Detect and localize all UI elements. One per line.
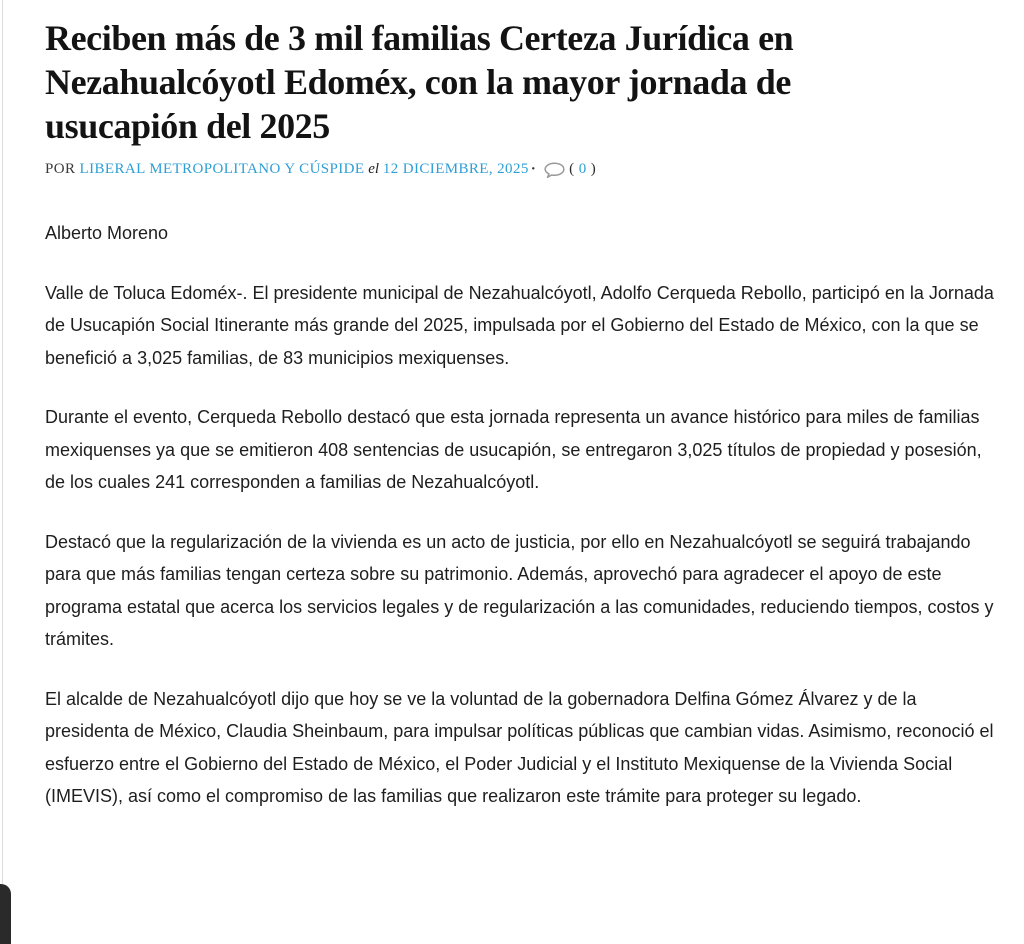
byline-separator: · — [530, 161, 537, 177]
article-paragraph: Alberto Moreno — [45, 223, 169, 243]
comments-paren-close: ) — [586, 161, 597, 177]
article-paragraph: Durante el evento, Cerqueda Rebollo destacó que esta jornada representa un avance histórico para miles de familias mexiquenses ya que se emitieron 408 sentencias de usucapión, se entregaron 3,025 títulos de propiedad y posesión, de los cuales 241 corresponden a familias de Nezahualcóyotl. — [45, 407, 982, 492]
byline — [45, 160, 995, 179]
byline-prefix: POR — [45, 161, 80, 177]
article-title: Reciben más de 3 mil familias Certeza Jurídica en Nezahualcóyotl Edoméx, con la mayor jornada de usucapión del 2025 — [45, 18, 794, 146]
article-paragraph: Destacó que la regularización de la vivienda es un acto de justicia, por ello en Nezahualcóyotl se seguirá trabajando para que más familias tengan certeza sobre su patrimonio. Además, aprovechó para agradecer el apoyo de este programa estatal que acerca los servicios legales y de regularización a las comunidades, reduciendo tiempos, costos y trámites. — [45, 531, 994, 649]
floating-edge-widget[interactable] — [0, 884, 11, 944]
date-link[interactable]: 12 DICIEMBRE, 2025 — [382, 161, 529, 177]
article-paragraph: El alcalde de Nezahualcóyotl dijo que hoy se ve la voluntad de la gobernadora Delfina Gómez Álvarez y de la presidenta de México, Claudia Sheinbaum, para impulsar políticas públicas que cambian vidas. Asimismo, reconoció el esfuerzo entre el Gobierno del Estado de México, el Poder Judicial y el Instituto Mexiquense de la Vivienda Social (IMEVIS), así como el compromiso de las familias que realizaron este trámite para proteger su legado. — [45, 688, 994, 806]
article-paragraph: Valle de Toluca Edoméx-. El presidente municipal de Nezahualcóyotl, Adolfo Cerqueda Rebollo, participó en la Jornada de Usucapión Social Itinerante más grande del 2025, impulsada por el Gobierno del Estado de México, con la que se benefició a 3,025 familias, de 83 municipios mexiquenses. — [45, 282, 994, 368]
comment-bubble-icon — [544, 162, 565, 179]
byline-date-preposition: el — [364, 161, 383, 177]
author-link[interactable]: LIBERAL METROPOLITANO Y CÚSPIDE — [79, 161, 365, 177]
article-body — [45, 217, 995, 813]
comments-count-link[interactable]: 0 — [578, 161, 587, 177]
comments-paren-open: ( — [569, 161, 579, 177]
